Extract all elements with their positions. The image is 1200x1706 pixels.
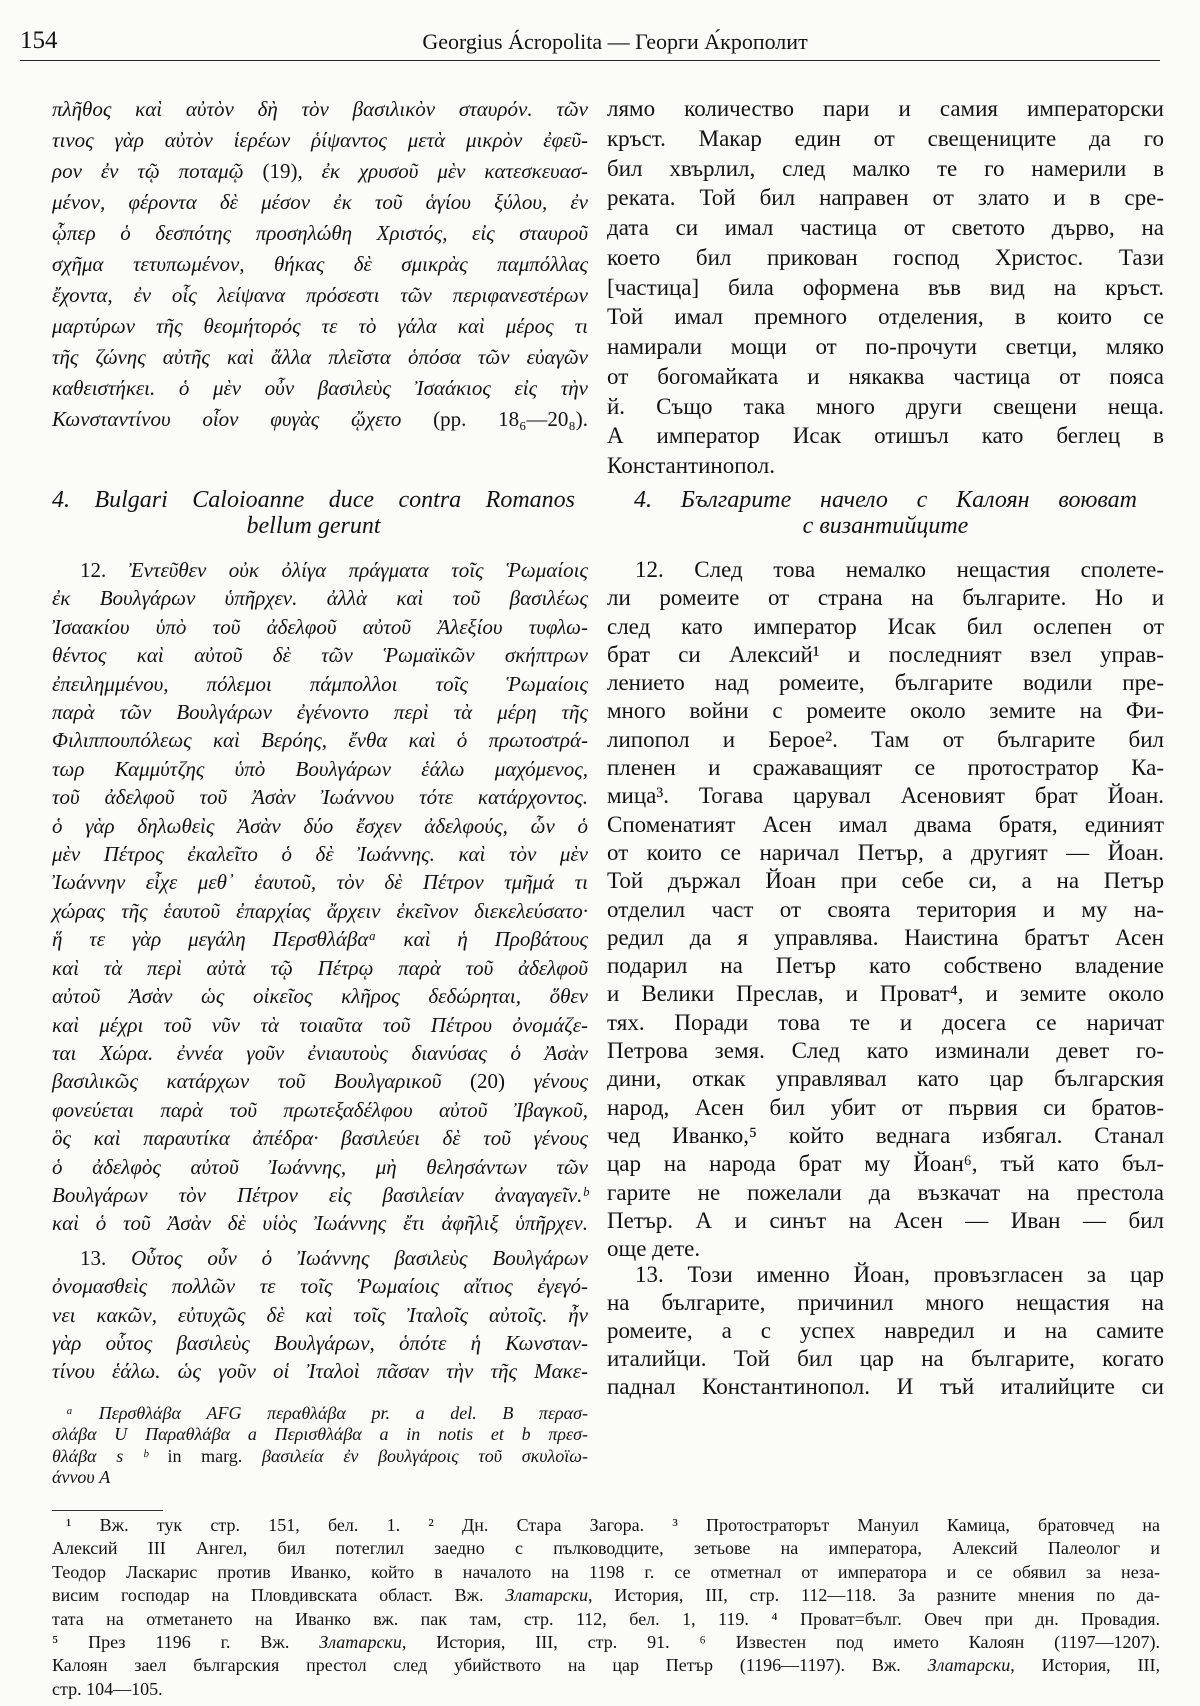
text-line: липопол и Берое². Там от българите бил — [607, 726, 1164, 752]
emphasized-text: Златарски — [927, 1655, 1011, 1676]
text-line: θέντος καὶ αὐτοῦ δὲ τῶν Ῥωμαϊκῶν σκήπτρων — [52, 643, 588, 668]
upright-text: (19) — [262, 159, 298, 183]
text-line: кръст. Макар един от свещениците да го — [607, 125, 1164, 151]
text-segment: Κωνσταντίνου οἷον φυγὰς ᾤχετο — [52, 407, 434, 431]
text-line: μένον, φέροντα δὲ μέσον ἐκ τοῦ ἁγίου ξύλου, ἐν — [52, 190, 588, 214]
text-line: което бил прикован господ Христос. Тази — [607, 244, 1164, 270]
text-line — [52, 1446, 588, 1467]
text-line: брат си Алексий¹ и последният взел управ- — [607, 641, 1164, 667]
footnote-rule — [52, 1510, 163, 1511]
text-line — [52, 556, 588, 584]
text-line: Φιλιππουπόλεως καὶ Βερόης, ἔνθα καὶ ὁ πρωτοστρά- — [52, 728, 588, 753]
text-line: още дете. — [607, 1236, 701, 1262]
text-line: Петрова земя. След като изминали девет го- — [607, 1038, 1164, 1064]
text-line: Βουλγάρων τὸν Πέτρον εἰς βασιλείαν ἀναγαγεῖν.ᵇ — [52, 1182, 588, 1207]
text-line: bellum gerunt — [246, 513, 381, 539]
text-line: Той държал Йоан при себе си, а на Петър — [607, 868, 1164, 894]
text-line — [52, 1654, 1160, 1677]
text-line: Ἰωάννην εἶχε μεθ᾽ ἑαυτοῦ, τὸν δὲ Πέτρον τμῆμά τι — [52, 870, 588, 895]
text-line: Той имал премного отделения, в които се — [607, 304, 1164, 330]
text-line: τίνου ἑάλω. ὡς γοῦν οἱ Ἰταλοὶ πᾶσαν τὴν τῆς Μακε- — [52, 1359, 588, 1383]
text-line: народ, Асен бил убит от първия си братов- — [607, 1094, 1164, 1120]
text-line: ὃς καὶ παραυτίκα ἀπέδρα· βασιλεύει δὲ τοῦ γένους — [52, 1126, 588, 1151]
text-line: на българите, причинил много нещастия на — [607, 1290, 1164, 1315]
text-line: ται Χώρα. ἐννέα γοῦν ἐνιαυτοὺς διανύσας ὁ Ἀσὰν — [52, 1040, 588, 1065]
text-segment: висим господар на Пловдивската област. Вж. — [52, 1585, 506, 1606]
text-line: άννου A — [52, 1466, 111, 1487]
text-line: А император Исак отишъл като беглец в — [607, 423, 1164, 449]
text-line: ὁ γὰρ δηλωθεὶς Ἀσὰν δύο ἔσχεν ἀδελφούς, ὧν ὁ — [52, 813, 588, 838]
text-line: ᾧπερ ὁ δεσπότης προσηλώθη Χριστός, εἰς σταυροῦ — [52, 221, 588, 245]
text-line: μὲν Πέτρος ἐκαλεῖτο ὁ δὲ Ἰωάννης. καὶ τὸν μὲν — [52, 842, 588, 867]
text-line: τοῦ ἀδελφοῦ τοῦ Ἀσὰν Ἰωάννου τότε κατάρχοντος. — [52, 785, 588, 810]
text-line: τωρ Καμμύτζης ὑπὸ Βουλγάρων ἑάλω μαχόμενος, — [52, 756, 588, 781]
bulgarian-text-continuation — [607, 94, 1164, 481]
text-line: й. Също така много други свещени неща. — [607, 393, 1164, 419]
text-segment: βασιλεία ἐν βουλγάροις τοῦ σκυλοϊω- — [242, 1445, 588, 1466]
text-line: Ἰσαακίου ὑπὸ τοῦ ἀδελφοῦ αὐτοῦ Ἀλεξίου τυφλω- — [52, 614, 588, 639]
text-line: ¹ Вж. тук стр. 151, бел. 1. ² Дн. Стара Загора. ³ Протостраторът Мануил Камица, братовчед на — [66, 1515, 1160, 1535]
text-line: τῆς ζώνης αὐτῆς καὶ ἄλλα πλεῖστα ὁπόσα τῶν εὐαγῶν — [52, 345, 588, 369]
text-line: 12. След това немалко нещастия сполете- — [635, 557, 1164, 582]
text-line: лямо количество пари и самия императорски — [607, 96, 1164, 121]
text-line: Константинопол. — [607, 453, 775, 478]
text-line — [52, 404, 588, 435]
text-line: ромеите, а с успех навредил и на самите — [607, 1318, 1164, 1343]
text-line: ἐκ Βουλγάρων ὑπῆρχεν. ἀλλὰ καὶ τοῦ βασιλέως — [52, 586, 588, 611]
text-line: тях. Поради това те и досега се наричат — [607, 1009, 1164, 1035]
text-line: паднал Константинопол. И тъй италийците си — [607, 1374, 1164, 1399]
text-line: с византийците — [802, 513, 969, 539]
text-line: подарил на Петър като собствено владение — [607, 953, 1164, 979]
text-segment: Калоян заел българския престол след убийството на цар Петър (1196—1197). Вж. — [52, 1655, 928, 1676]
text-line: след като император Исак бил ослепен от — [607, 613, 1164, 639]
text-line: дата си имал частица от светото дърво, на — [607, 215, 1164, 240]
bulgarian-paragraph-13 — [607, 1261, 1164, 1401]
text-line: Алексий III Ангел, бил потеглил заедно с пълководците, зетьове на императора, Алексий Палеолог и — [52, 1538, 1160, 1559]
text-line: μαρτύρων τῆς θεομήτορός τε τὸ γάλα καὶ μέρος τι — [52, 314, 588, 338]
text-line: παρὰ τῶν Βουλγάρων ἐγένοντο περὶ τὰ μέρη τῆς — [52, 700, 588, 725]
text-line: стр. 104—105. — [52, 1678, 163, 1699]
text-segment: Οὗτος οὖν ὁ Ἰωάννης βασιλεὺς Βουλγάρων — [106, 1246, 588, 1270]
upright-text: 12. — [80, 558, 107, 582]
text-line: тата на отметането на Иванко вж. пак там, стр. 112, бел. 1, 119. ⁴ Проват=бълг. Овеч при дн. Провадия. — [52, 1608, 1160, 1629]
text-line: ἥ τε γὰρ μεγάλη Περσθλάβαᵃ καὶ ἡ Προβάτους — [52, 927, 588, 952]
text-segment: γένους — [504, 1069, 589, 1094]
footnotes — [52, 1514, 1160, 1701]
text-line: χώρας τῆς ἑαυτοῦ ἐπαρχίας ἄρχειν ἐκεῖνον διεκελεύσατο· — [52, 898, 588, 923]
text-line: Споменатият Асен имал двама братя, единият — [607, 811, 1164, 837]
greek-paragraph-13 — [52, 1244, 588, 1385]
text-line: италийци. Той бил цар на българите, когато — [607, 1346, 1164, 1371]
text-line: πλῆθος καὶ αὐτὸν δὴ τὸν βασιλικὸν σταυρόν. τῶν — [52, 97, 588, 121]
text-line: мица³. Тогава царувал Асеновият брат Йоан. — [607, 783, 1164, 809]
text-line: καὶ τὰ περὶ αὐτὰ τῷ Πέτρῳ παρὰ τοῦ ἀδελφοῦ — [52, 955, 588, 980]
text-line: гарите не пожелали да възкачат на престола — [607, 1179, 1164, 1205]
text-line: αὐτοῦ Ἀσὰν ὡς οἰκεῖος κλῆρος δεδώρηται, ὅθεν — [52, 984, 588, 1009]
text-line: много войни с ромеите около земите на Фи- — [607, 698, 1164, 724]
text-line: редил да я управлява. Наистина братът Асен — [607, 924, 1164, 950]
text-line: цар на народа брат му Йоан⁶, тъй като бъл- — [607, 1151, 1164, 1177]
upright-text: in marg. — [167, 1445, 243, 1466]
text-line: ᵃ Περσθλάβα AFG περαθλάβα pr. a del. B περασ- — [66, 1403, 588, 1423]
text-line: намирали мощи от по-прочути светци, мляко — [607, 334, 1164, 359]
text-line — [52, 1067, 588, 1095]
text-line: καθειστήκει. ὁ μὲν οὖν βασιλεὺς Ἰσαάκιος εἰς τὴν — [52, 376, 588, 400]
running-title: Georgius Ácropolita — Георги А́крополит — [422, 29, 808, 54]
text-line — [52, 1244, 588, 1272]
text-segment: ⁵ През 1196 г. Вж. — [52, 1632, 320, 1653]
text-line: бил хвърлил, след малко те го намерили в — [607, 155, 1164, 181]
text-line: καὶ ὁ τοῦ Ἀσὰν δὲ υἱὸς Ἰωάννης ἔτι ἀφῆλιξ ὑπῆρχεν. — [52, 1211, 588, 1236]
upright-text: (20) — [469, 1069, 505, 1094]
text-segment: , История, III, — [1010, 1655, 1160, 1676]
text-line — [52, 156, 588, 187]
emphasized-text: Златарски — [319, 1632, 402, 1653]
text-line: чед Иванко,⁵ който веднага избягал. Станал — [607, 1122, 1164, 1148]
text-line: и Велики Преслав, и Проват⁴, и земите около — [607, 981, 1164, 1007]
text-line: реката. Той бил направен от злато и в сре- — [607, 185, 1164, 211]
text-segment: , ἐκ χρυσοῦ μὲν κατεσκευασ- — [297, 159, 588, 183]
text-line: νει κακῶν, εὐτυχῶς δὲ καὶ τοῖς Ἰταλοῖς αὐτοῖς. ἦν — [52, 1302, 588, 1327]
page-number: 154 — [20, 27, 58, 54]
text-line: от които се наричал Петър, а другият — Йоан. — [607, 839, 1164, 865]
text-line: пленен и сражаващият се протостратор Ка- — [607, 755, 1164, 781]
text-line: ли ромеите от страна на българите. Но и — [607, 585, 1164, 611]
text-line: дини, откак управлявал като цар българския — [607, 1066, 1164, 1092]
bulgarian-paragraph-12 — [607, 556, 1164, 1263]
text-line: γὰρ οὗτος βασιλεὺς Βουλγάρων, ὁπότε ἡ Κωνσταν- — [52, 1330, 588, 1355]
greek-text-continuation — [52, 94, 588, 435]
text-segment: , История, III, стр. 91. ⁶ Известен под името Калоян (1197—1207). — [401, 1632, 1160, 1653]
upright-text: (pp. 18₆—20₈). — [433, 407, 588, 431]
text-line — [52, 1584, 1160, 1607]
text-line: τινος γὰρ αὐτὸν ἱερέων ῥίψαντος μετὰ μικρὸν ἐφεῦ- — [52, 128, 588, 152]
bulgarian-section-heading — [634, 487, 1137, 539]
text-line: φονεύεται παρὰ τοῦ πρωτεξαδέλφου αὐτοῦ Ἰβαγκοῦ, — [52, 1097, 588, 1122]
text-line: ὁ ἀδελφὸς αὐτοῦ Ἰωάννης, μὴ θελησάντων τῶν — [52, 1154, 588, 1179]
emphasized-text: Златарски — [505, 1585, 589, 1606]
text-line: 13. Този именно Йоан, провъзгласен за цар — [635, 1262, 1164, 1287]
text-line: σχῆμα τετυπωμένον, θήκας δὲ σμικρὰς παμπόλλας — [52, 252, 588, 276]
text-segment: ρον ἐν τῷ ποταμῷ — [52, 159, 263, 183]
upright-text: 13. — [80, 1246, 107, 1270]
text-line: лението над ромеите, българите водили пре- — [607, 670, 1164, 696]
text-line: Петър. А и синът на Асен — Иван — бил — [607, 1207, 1164, 1233]
text-line: 4. Bulgari Caloioanne duce contra Romanos — [52, 487, 575, 513]
text-line: отделил част от своята територия и му на- — [607, 896, 1164, 922]
text-line: [частица] била оформена във вид на кръст. — [607, 274, 1164, 300]
greek-paragraph-12 — [52, 556, 588, 1238]
text-line — [52, 1631, 1160, 1654]
text-segment: θλάβα s ᵇ — [52, 1445, 168, 1466]
text-segment: , История, III, стр. 112—118. За разните мнения по да- — [588, 1585, 1161, 1606]
text-line: ἐπειλημμένου, πόλεμοι πάμπολλοι τοῖς Ῥωμαίοις — [52, 671, 588, 696]
text-line: ἔχοντα, ἐν οἷς λείψανα πρόσεστι τῶν περιφανεστέρων — [52, 283, 588, 307]
text-line: 4. Българите начело с Калоян воюват — [634, 487, 1137, 513]
text-segment: Ἐντεῦθεν οὐκ ὀλίγα πράγματα τοῖς Ῥωμαίοις — [106, 558, 588, 582]
text-segment: βασιλικῶς κατάρχων τοῦ Βουλγαρικοῦ — [52, 1069, 470, 1094]
text-line: ὀνομασθεὶς πολλῶν τε τοῖς Ῥωμαίοις αἴτιος ἐγεγό- — [52, 1274, 588, 1299]
text-line: Теодор Ласкарис против Иванко, който в началото на 1198 г. се отметнал от императора и се обявил за неза- — [52, 1561, 1160, 1582]
header-rule — [20, 60, 1160, 61]
text-line: от богомайката и някаква частица от пояса — [607, 363, 1164, 389]
critical-apparatus — [52, 1403, 588, 1488]
text-line: σλάβα U Παραθλάβα a Περισθλάβα a in notis et b πρεσ- — [52, 1424, 588, 1445]
text-line: καὶ μέχρι τοῦ νῦν τὰ τοιαῦτα τοῦ Πέτρου ὀνομάζε- — [52, 1012, 588, 1037]
latin-section-heading — [52, 487, 575, 539]
